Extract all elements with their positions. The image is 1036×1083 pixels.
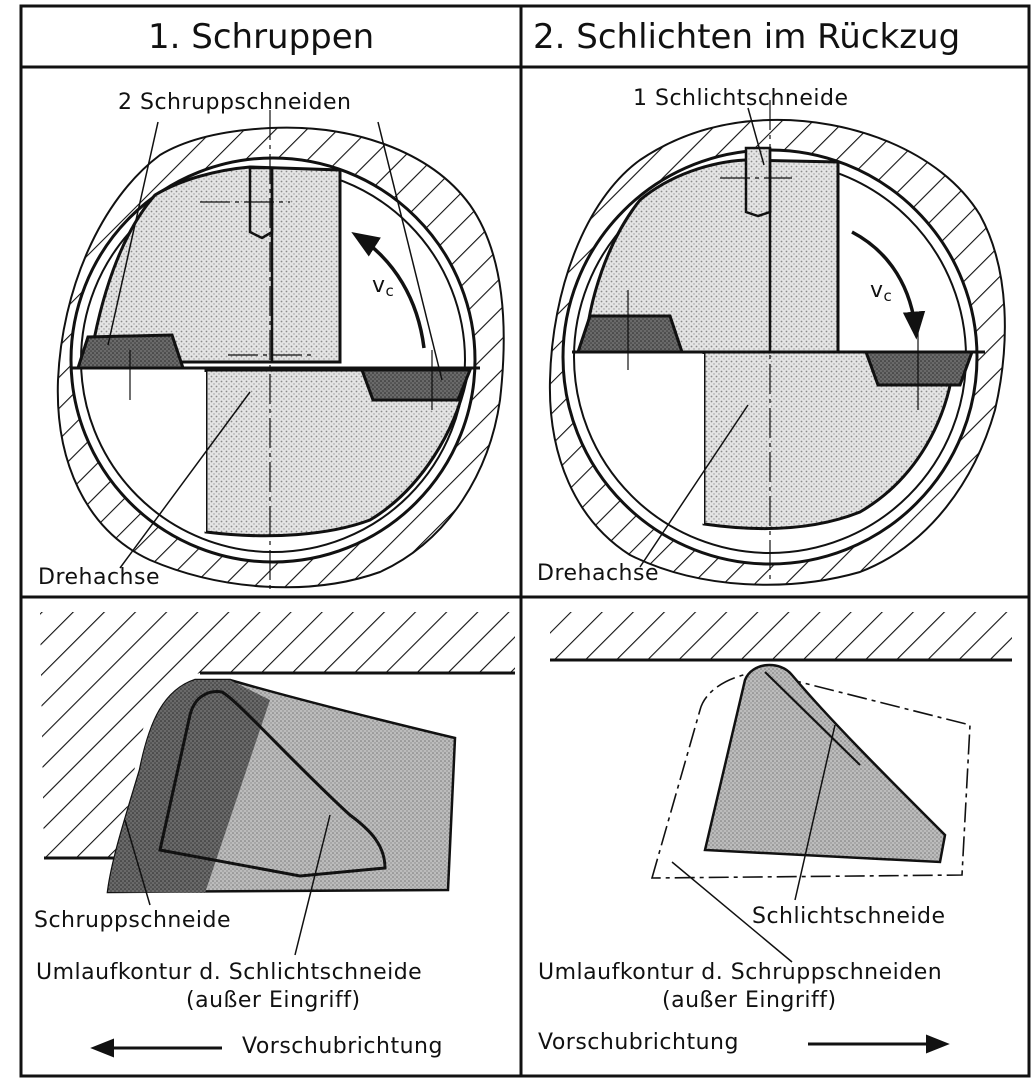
rough-insert-right (362, 370, 470, 400)
label-contour-right-2: (außer Eingriff) (662, 988, 837, 1013)
label-finish-insert: 1 Schlichtschneide (633, 86, 849, 111)
finish-insert-shape (705, 665, 945, 862)
finish-insert-slot (746, 148, 770, 216)
label-schlichtschneide: Schlichtschneide (752, 904, 946, 929)
workpiece-hatched-right (550, 612, 1012, 660)
left-panel-title: 1. Schruppen (148, 17, 375, 57)
label-drehachse-right: Drehachse (537, 561, 659, 586)
label-rough-inserts: 2 Schruppschneiden (118, 90, 352, 115)
right-panel-title: 2. Schlichten im Rückzug (533, 17, 961, 57)
label-contour-right-1: Umlaufkontur d. Schruppschneiden (538, 960, 943, 985)
label-vc-left-v: v (372, 273, 386, 298)
label-feed-left: Vorschubrichtung (242, 1034, 443, 1059)
top-left-cross-section (58, 110, 504, 590)
label-contour-left-2: (außer Eingriff) (186, 988, 361, 1013)
top-right-cross-section (550, 100, 1005, 585)
clamp-slot (250, 168, 272, 238)
label-vc-left-sub: c (385, 282, 395, 300)
label-vc-left (372, 275, 394, 299)
rough-insert-right-inactive (866, 352, 972, 385)
label-vc-right (870, 280, 892, 304)
rough-insert-left-inactive (578, 316, 682, 352)
label-contour-left-1: Umlaufkontur d. Schlichtschneide (36, 960, 423, 985)
label-vc-right-v: v (870, 278, 884, 303)
label-drehachse-left: Drehachse (38, 565, 160, 590)
label-feed-right: Vorschubrichtung (538, 1030, 739, 1055)
label-vc-right-sub: c (883, 287, 893, 305)
label-schruppschneide: Schruppschneide (34, 908, 232, 933)
